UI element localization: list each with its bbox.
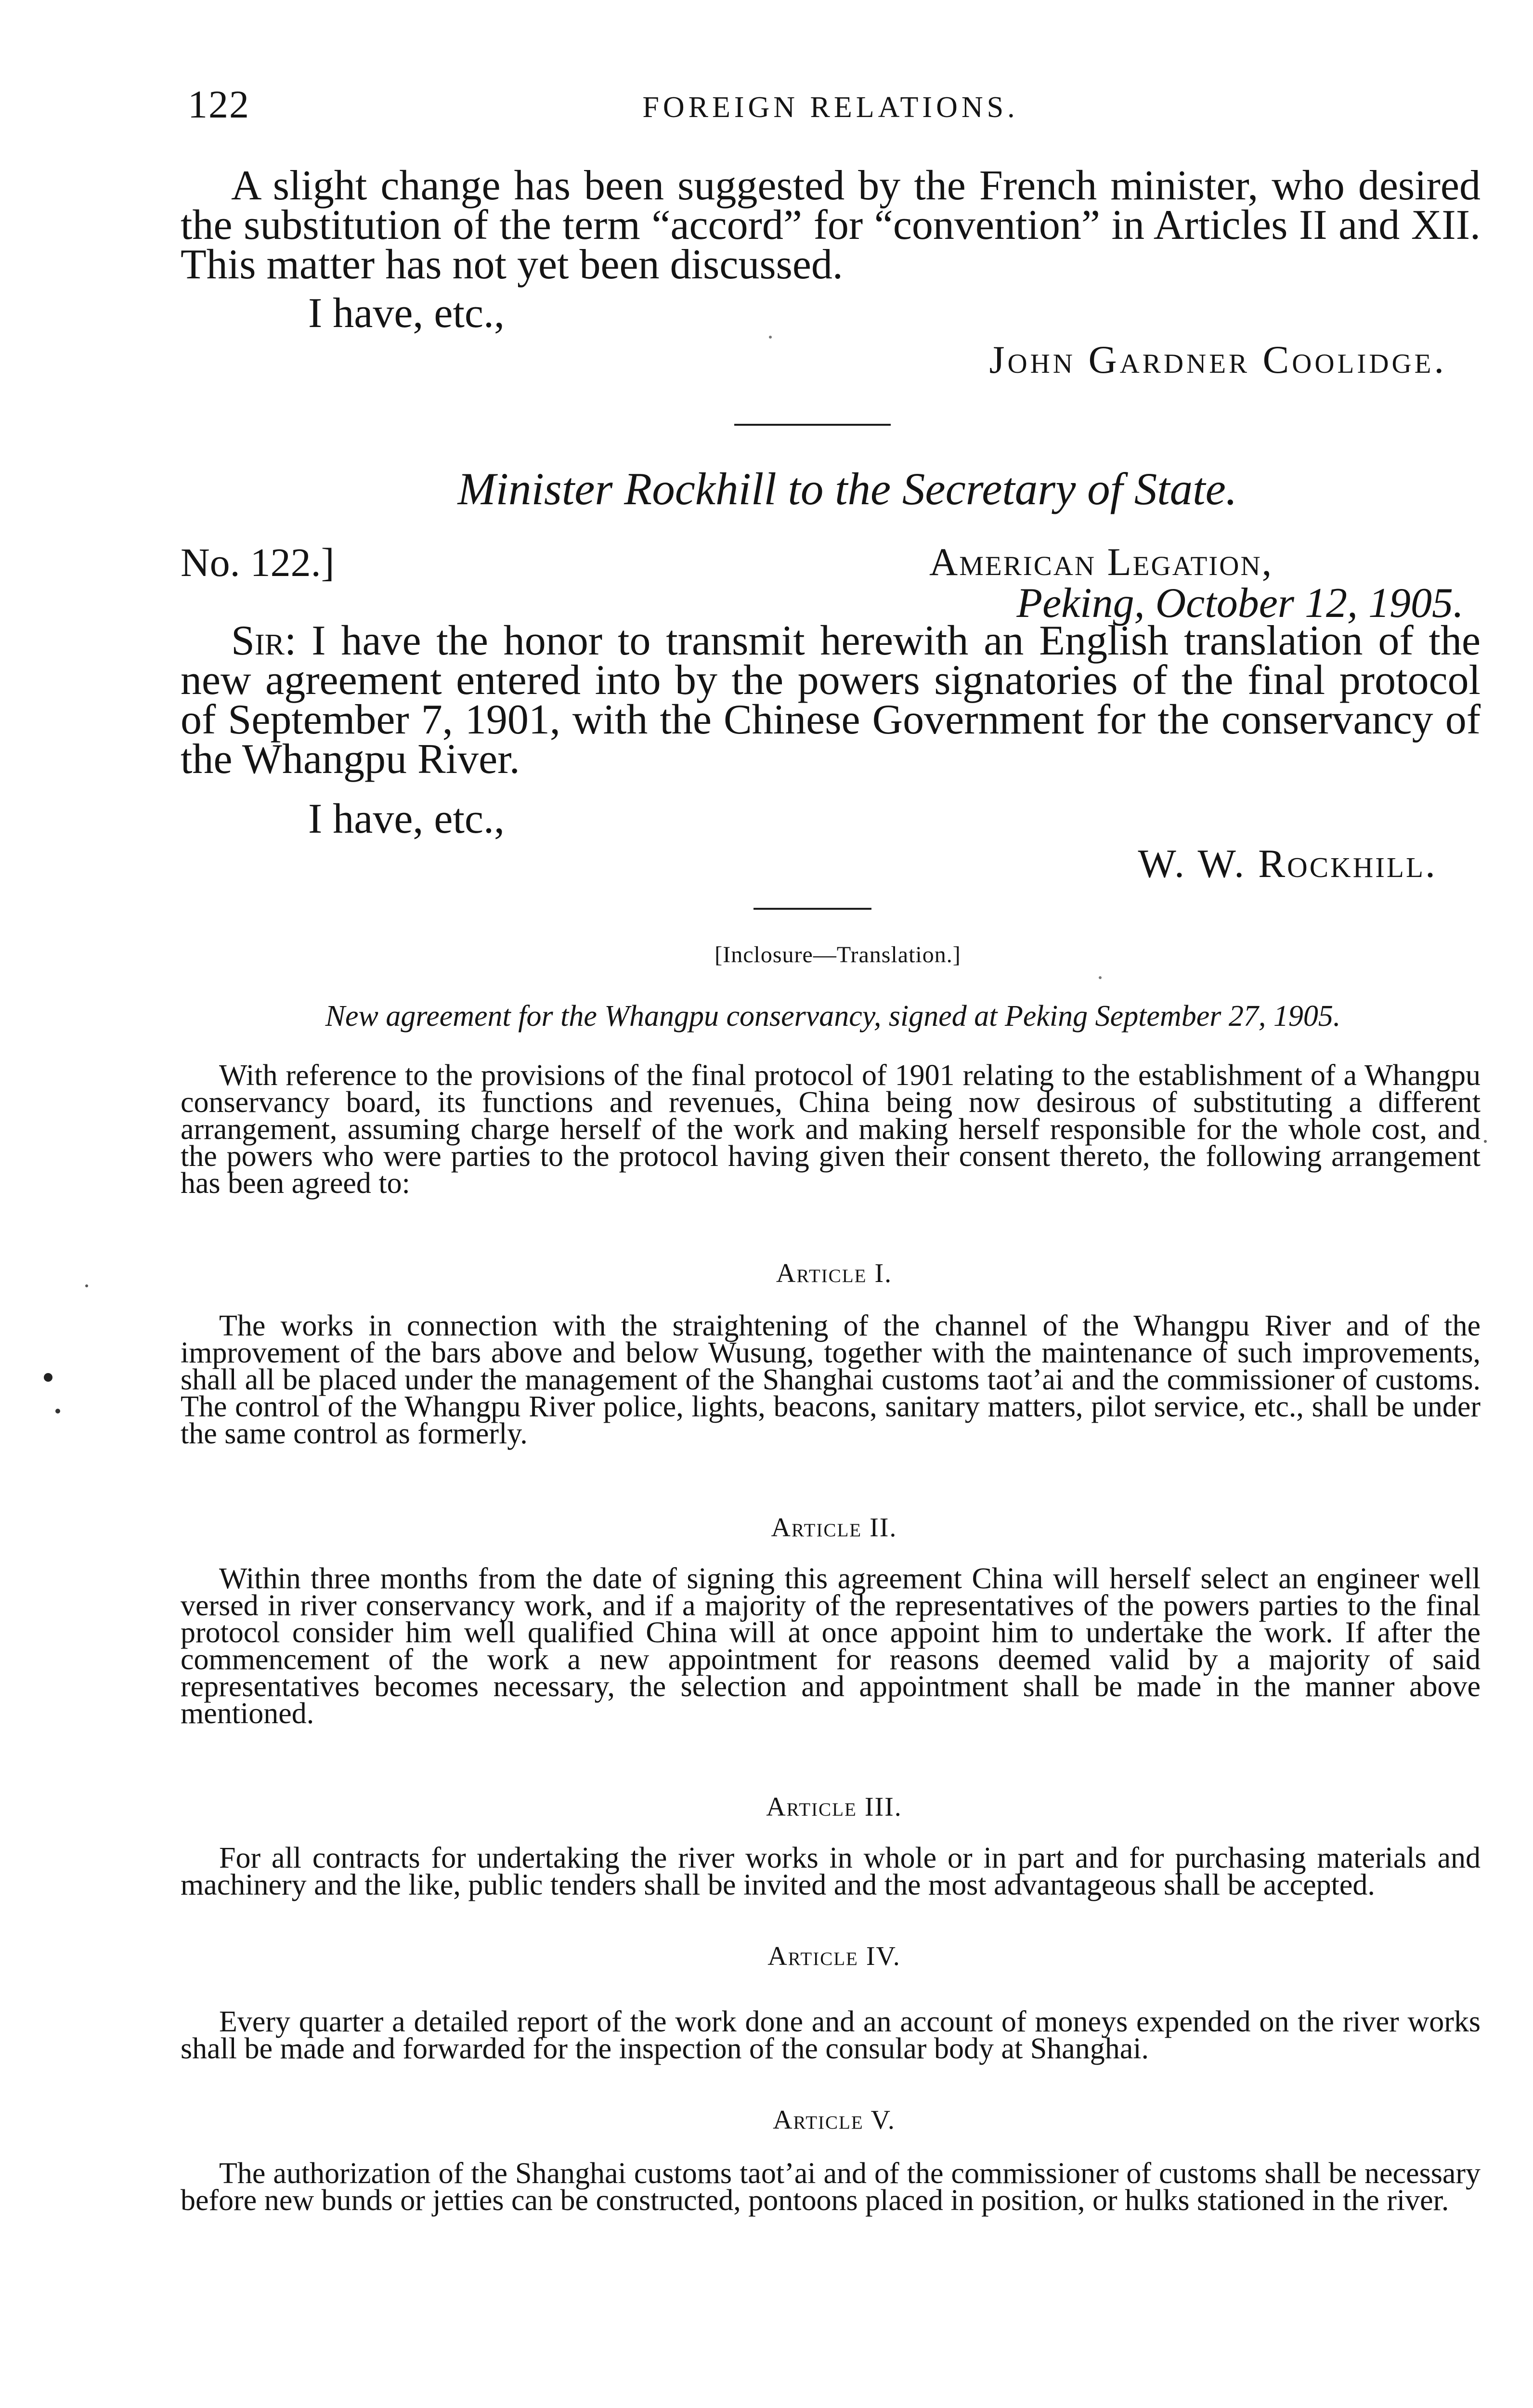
article-text: Every quarter a detailed report of the work done and an account of moneys expended on the river works shall be made and forwarded for the inspection of the consular body at Shanghai. bbox=[181, 2005, 1481, 2065]
article-heading: Article IV. bbox=[767, 1941, 901, 1971]
section-divider bbox=[734, 424, 891, 426]
salutation: Sir: bbox=[231, 617, 297, 664]
article-text: The works in connection with the straightening of the channel of the Whangpu River and of the improvement of the bars above and below Wusung, together with the maintenance of such improvements, shall all be placed under the management of the Shanghai customs taot’ai and the commissioner of customs. The control of the Whangpu River police, lights, beacons, sanitary matters, pilot service, etc., shall be under the same control as formerly. bbox=[181, 1309, 1481, 1450]
dispatch-number: No. 122.] bbox=[181, 540, 335, 585]
coolidge-closing: I have, etc., bbox=[308, 290, 505, 337]
rockhill-body: I have the honor to transmit herewith an English translation of the new agreement entered into by the powers signatories of the final protocol of September 7, 1901, with the Chinese Government for the conservancy of the Whangpu River. bbox=[181, 617, 1481, 783]
ink-speck bbox=[55, 1409, 60, 1413]
legation-name: American Legation, bbox=[929, 540, 1273, 584]
article-heading: Article II. bbox=[771, 1513, 897, 1543]
dispatch-heading: Minister Rockhill to the Secretary of State. bbox=[457, 463, 1237, 514]
article-heading: Article V. bbox=[773, 2105, 896, 2135]
article-text: For all contracts for undertaking the river works in whole or in part and for purchasing materials and machinery and the like, public tenders shall be invited and the most advantageous shall be accepted. bbox=[181, 1842, 1481, 1901]
page-header bbox=[181, 82, 1481, 135]
rockhill-signature: W. W. Rockhill. bbox=[1138, 841, 1437, 886]
running-head: FOREIGN RELATIONS. bbox=[642, 91, 1019, 124]
rockhill-paragraph bbox=[181, 617, 1481, 783]
article-text: Within three months from the date of signing this agreement China will herself select an engineer well versed in river conservancy work, and if a majority of the representatives of the powers parties to the final protocol consider him well qualified China will at once appoint him to undertake the work. If after the commencement of the work a new appointment for reasons deemed valid by a majority of said representatives becomes necessary, the selection and appointment shall be made in the manner above mentioned. bbox=[181, 1562, 1481, 1730]
document-page bbox=[181, 0, 1481, 2408]
coolidge-paragraph: A slight change has been suggested by the French minister, who desired the substitution of the term “accord” for “convention” in Articles II and XII. This matter has not yet been discussed. bbox=[181, 162, 1481, 288]
ink-speck bbox=[1484, 1140, 1487, 1143]
ink-speck bbox=[44, 1373, 52, 1382]
section-divider bbox=[754, 908, 871, 910]
page-number: 122 bbox=[188, 82, 250, 126]
inclosure-label: [Inclosure—Translation.] bbox=[715, 942, 961, 968]
article-text: The authorization of the Shanghai customs taot’ai and of the commissioner of customs shall be necessary before new bunds or jetties can be constructed, pontoons placed in position, or hulks stationed in the river. bbox=[181, 2157, 1481, 2217]
agreement-title: New agreement for the Whangpu conservancy, signed at Peking September 27, 1905. bbox=[325, 1000, 1341, 1033]
agreement-preamble: With reference to the provisions of the final protocol of 1901 relating to the establishment of a Whangpu conservancy board, its functions and revenues, China being now desirous of substituting a different arrangement, assuming charge herself of the work and making herself responsible for the whole cost, and the powers who were parties to the protocol having given their consent thereto, the following arrangement has been agreed to: bbox=[181, 1059, 1481, 1200]
ink-speck bbox=[85, 1284, 88, 1287]
coolidge-signature: John Gardner Coolidge. bbox=[989, 338, 1447, 381]
article-heading: Article I. bbox=[776, 1258, 893, 1288]
rockhill-closing: I have, etc., bbox=[308, 796, 505, 842]
place-date: Peking, October 12, 1905. bbox=[1016, 580, 1464, 627]
article-heading: Article III. bbox=[766, 1792, 902, 1822]
